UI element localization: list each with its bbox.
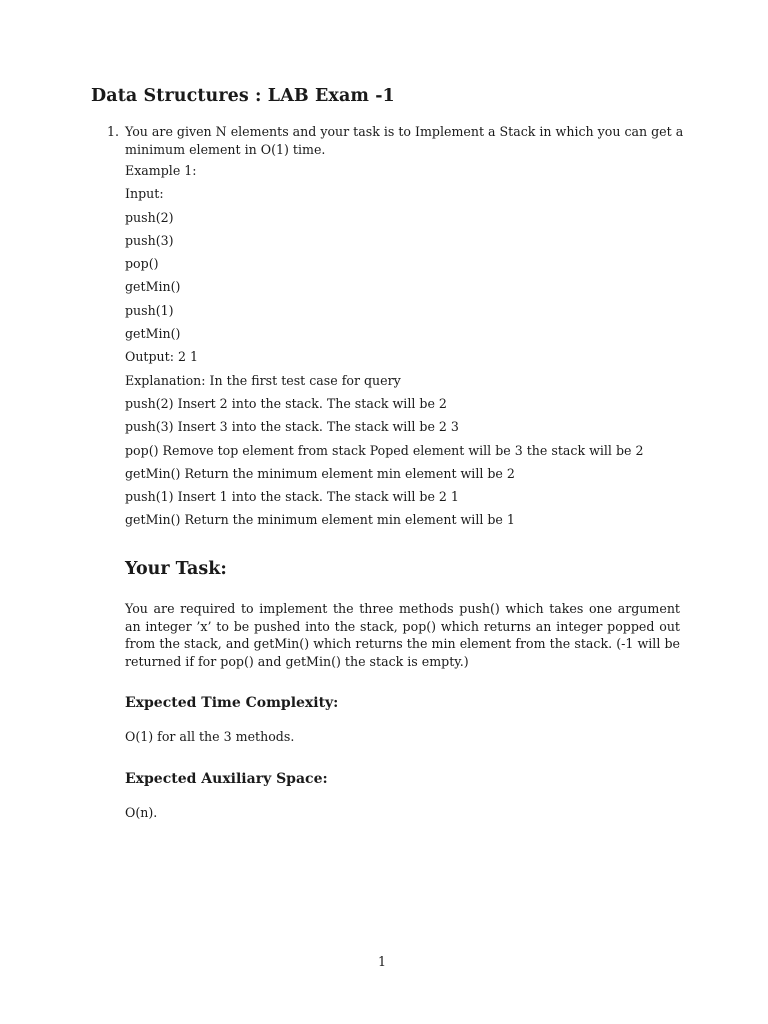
example-line: push(3) bbox=[125, 232, 174, 248]
example-line: getMin() Return the minimum element min element will be 2 bbox=[125, 465, 515, 481]
example-line: push(2) bbox=[125, 209, 174, 225]
example-line: push(3) Insert 3 into the stack. The stack will be 2 3 bbox=[125, 419, 459, 435]
page-number: 1 bbox=[378, 954, 387, 969]
example-line: push(1) Insert 1 into the stack. The stack will be 2 1 bbox=[125, 489, 459, 505]
example-line: pop() bbox=[125, 256, 159, 272]
example-line: Output: 2 1 bbox=[125, 349, 199, 365]
example-line: push(1) bbox=[125, 302, 174, 318]
example-line: Input: bbox=[125, 186, 164, 202]
question-number: 1. bbox=[107, 124, 120, 139]
example-line: Example 1: bbox=[125, 163, 197, 178]
your-task-heading: Your Task: bbox=[125, 559, 227, 579]
auxiliary-space-text: O(n). bbox=[125, 805, 158, 820]
question-text: You are given N elements and your task is to Implement a Stack in which you can get a minimum element in O(1) time. bbox=[125, 124, 684, 157]
time-complexity-text: O(1) for all the 3 methods. bbox=[125, 729, 295, 744]
page-title: Data Structures : LAB Exam -1 bbox=[91, 86, 395, 106]
example-block bbox=[125, 162, 685, 535]
auxiliary-space-heading: Expected Auxiliary Space: bbox=[125, 771, 328, 787]
example-line: getMin() Return the minimum element min element will be 1 bbox=[125, 512, 515, 528]
example-line: pop() Remove top element from stack Poped element will be 3 the stack will be 2 bbox=[125, 442, 644, 458]
example-line: getMin() bbox=[125, 279, 181, 295]
your-task-paragraph: You are required to implement the three methods push() which takes one argument an integer ’x’ to be pushed into the stack, pop() which returns an integer popped out from the stack, and getMin() which returns the min element from the stack. (-1 will be returned if for pop() and getMin() the stack is empty.) bbox=[125, 601, 680, 669]
example-line: Explanation: In the first test case for query bbox=[125, 372, 401, 388]
example-line: getMin() bbox=[125, 326, 181, 342]
example-line: push(2) Insert 2 into the stack. The stack will be 2 bbox=[125, 395, 447, 411]
time-complexity-heading: Expected Time Complexity: bbox=[125, 695, 339, 711]
